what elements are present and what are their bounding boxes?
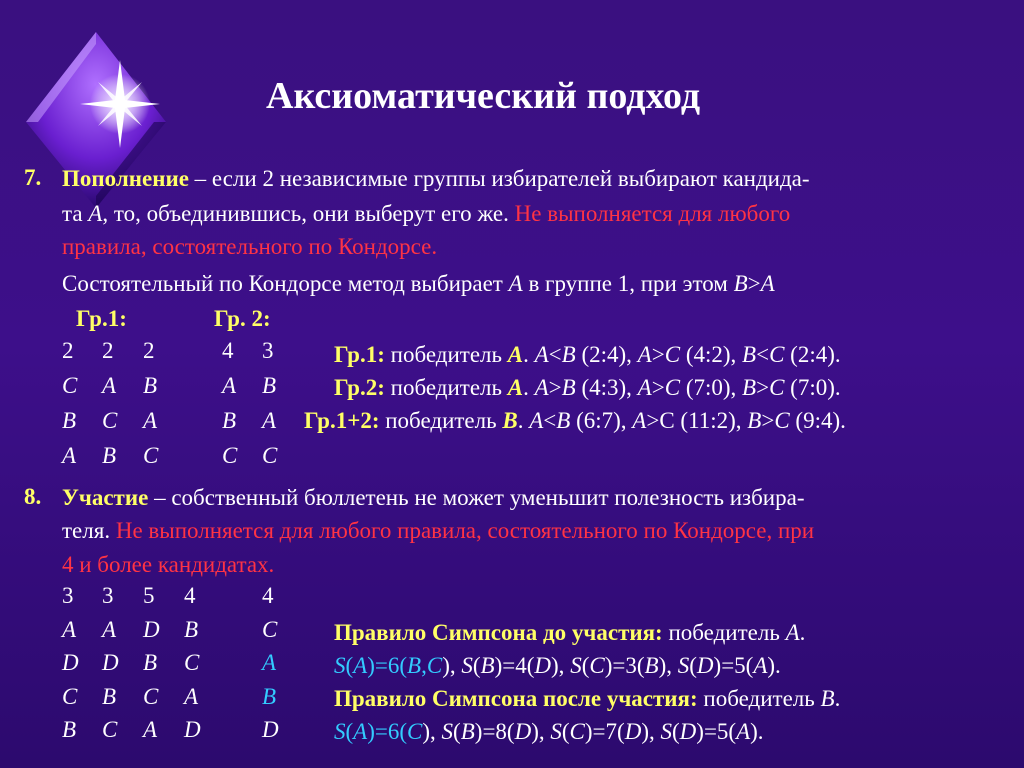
voter-column-cell: B xyxy=(262,683,277,709)
text-run: 4 и более кандидатах. xyxy=(62,552,275,577)
text-run: ). xyxy=(750,719,764,744)
text-run: > xyxy=(756,375,770,400)
profile-cell: A xyxy=(222,373,237,398)
text-run: Правило Симпсона до участия: xyxy=(334,620,663,645)
text-run: A xyxy=(353,719,368,744)
text-run: А xyxy=(507,375,524,400)
text-run: А xyxy=(508,271,523,296)
text-run: ( xyxy=(561,719,570,744)
text-run: (4:3), xyxy=(575,375,638,400)
text-run: (7:0), xyxy=(680,375,743,400)
voter-column-cell: 4 xyxy=(262,583,274,608)
text-run: A xyxy=(632,408,647,433)
text-run: , xyxy=(421,653,427,678)
item7-line-1 xyxy=(62,165,810,192)
text-run: > xyxy=(761,408,775,433)
text-run: (7:0). xyxy=(784,375,841,400)
text-run: . xyxy=(834,686,841,711)
item7-line-3 xyxy=(62,233,437,260)
text-run: Пополнение xyxy=(62,166,189,191)
voter-column-cell: D xyxy=(262,717,279,742)
profile-cell: C xyxy=(262,443,278,468)
text-run: C xyxy=(664,375,681,400)
text-run: ), xyxy=(641,719,661,744)
text-run: B xyxy=(556,408,571,433)
text-run: B xyxy=(561,342,576,367)
profile-cell: B xyxy=(102,443,117,468)
profile-cell: 3 xyxy=(102,583,114,608)
profile-cell: C xyxy=(62,683,78,709)
text-run: Гр.2: xyxy=(334,375,385,400)
text-run: B xyxy=(502,408,518,433)
profile-cell: 4 xyxy=(222,338,234,363)
profile-cell: A xyxy=(102,616,117,642)
text-run: B xyxy=(460,719,475,744)
text-run: ( xyxy=(345,653,354,678)
text-run: C xyxy=(426,653,443,678)
text-run: > xyxy=(548,375,562,400)
profile-cell: 5 xyxy=(143,583,155,608)
text-run: )=6( xyxy=(367,719,408,744)
text-run: S xyxy=(334,719,346,744)
text-run: B xyxy=(742,342,757,367)
text-run: (2:4), xyxy=(575,342,638,367)
text-run: правила, состоятельного по Кондорсе. xyxy=(62,234,438,259)
text-run: теля. xyxy=(62,518,116,543)
text-run: (2:4). xyxy=(784,342,841,367)
text-run: победитель xyxy=(662,620,786,645)
text-run: < xyxy=(543,408,557,433)
text-run: A xyxy=(637,375,652,400)
text-run: )=5( xyxy=(713,653,754,678)
text-run: < xyxy=(548,342,562,367)
text-run: D xyxy=(696,653,714,678)
text-run: в группе 1, при этом xyxy=(522,271,734,296)
text-run: A xyxy=(637,342,652,367)
text-run: . xyxy=(523,375,535,400)
text-run: S xyxy=(660,719,672,744)
text-run: B xyxy=(747,408,762,433)
text-run: ( xyxy=(671,719,680,744)
text-run: (9:4). xyxy=(789,408,846,433)
profile-cell: A xyxy=(62,616,77,642)
text-run: А xyxy=(785,620,800,645)
text-run: B xyxy=(480,653,495,678)
profile-cell: D xyxy=(143,616,160,642)
text-run: ), xyxy=(442,653,462,678)
text-run: S xyxy=(461,653,473,678)
profile-cell: B xyxy=(62,408,77,433)
text-run: победитель xyxy=(697,686,821,711)
text-run: А xyxy=(88,201,103,226)
text-run: Гр.1+2: xyxy=(304,408,380,433)
item7-result-2 xyxy=(334,374,841,401)
item7-line-4 xyxy=(62,270,775,297)
profile-cell: A xyxy=(62,443,77,468)
profile-cell: 2 xyxy=(102,338,114,363)
text-run: . xyxy=(517,408,530,433)
item7-result-1 xyxy=(334,341,841,368)
text-run: ), xyxy=(422,719,442,744)
text-run: )=8( xyxy=(474,719,515,744)
text-run: A xyxy=(753,653,768,678)
profile-cell: B xyxy=(143,373,158,398)
text-run: B xyxy=(644,653,659,678)
text-run: S xyxy=(570,653,582,678)
item7-line-2 xyxy=(62,200,790,227)
text-run: A xyxy=(736,719,751,744)
profile-cell: 3 xyxy=(62,583,74,608)
page-title: Аксиоматический подход xyxy=(266,75,701,117)
profile-cell: C xyxy=(184,650,200,675)
text-run: )=6( xyxy=(367,653,408,678)
profile-cell: C xyxy=(143,683,159,709)
profile-cell: D xyxy=(102,650,119,675)
text-run: C xyxy=(769,342,785,367)
text-run: B xyxy=(407,653,422,678)
text-run: B xyxy=(561,375,576,400)
text-run: > xyxy=(651,342,665,367)
item8-line-3 xyxy=(62,551,274,578)
text-run: Правило Симпсона после участия: xyxy=(334,686,698,711)
text-run: C xyxy=(664,342,681,367)
profile-cell: D xyxy=(62,650,79,675)
profile-cell: A xyxy=(143,408,158,433)
profile-cell: 2 xyxy=(62,338,74,363)
text-run: (6:7), xyxy=(570,408,633,433)
profile-cell: C xyxy=(102,408,118,433)
voter-column-cell: A xyxy=(262,650,277,675)
item8-line-1 xyxy=(62,484,804,511)
text-run: D xyxy=(514,719,532,744)
text-run: B xyxy=(733,271,748,296)
text-run: победитель xyxy=(384,375,508,400)
text-run: )=4( xyxy=(494,653,535,678)
text-run: ), xyxy=(658,653,678,678)
profile-cell: 2 xyxy=(143,338,155,363)
profile-cell: A xyxy=(143,717,158,742)
text-run: )=3( xyxy=(604,653,645,678)
text-run: ( xyxy=(689,653,697,678)
text-run: (4:2), xyxy=(680,342,743,367)
item8-result-4 xyxy=(334,718,764,745)
voter-column-cell: C xyxy=(262,616,278,642)
profile-cell: C xyxy=(143,443,159,468)
text-run: A xyxy=(534,342,549,367)
text-run: ( xyxy=(345,719,354,744)
profile-cell: 3 xyxy=(262,338,274,363)
text-run: >С (11:2), xyxy=(646,408,748,433)
text-run: победитель xyxy=(379,408,503,433)
text-run: Не выполняется для любого правила, состоятельного по Кондорсе, при xyxy=(115,518,815,543)
text-run: . xyxy=(799,620,806,645)
text-run: S xyxy=(677,653,690,678)
text-run: . xyxy=(523,342,535,367)
text-run: A xyxy=(529,408,544,433)
profile-cell: A xyxy=(102,373,117,398)
profile-cell: B xyxy=(143,650,158,675)
text-run: – собственный бюллетень не может уменьшит полезность избира- xyxy=(148,485,805,510)
text-run: < xyxy=(756,342,770,367)
text-run: ( xyxy=(581,653,590,678)
item8-result-1 xyxy=(334,619,805,646)
item8-number: 8. xyxy=(24,484,42,509)
text-run: > xyxy=(651,375,665,400)
item8-result-2 xyxy=(334,652,781,679)
text-run: C xyxy=(589,653,605,678)
text-run: ). xyxy=(767,653,781,678)
text-run: S xyxy=(441,719,454,744)
profile-cell: 4 xyxy=(184,583,196,608)
text-run: ( xyxy=(453,719,461,744)
profile-cell: A xyxy=(184,683,199,709)
text-run: – если 2 независимые группы избирателей выбирают кандида- xyxy=(188,166,810,191)
text-run: )=7( xyxy=(584,719,625,744)
group2-label: Гр. 2: xyxy=(214,306,271,331)
profile-cell: C xyxy=(62,373,78,398)
profile-cell: D xyxy=(184,717,201,742)
text-run: , то, объединившись, они выберут его же. xyxy=(102,201,515,226)
item7-number: 7. xyxy=(24,165,42,190)
text-run: )=5( xyxy=(696,719,737,744)
text-run: Участие xyxy=(62,485,149,510)
profile-cell: B xyxy=(102,683,117,709)
text-run: Гр.1: xyxy=(334,342,385,367)
group1-label: Гр.1: xyxy=(76,306,127,331)
text-run: C xyxy=(569,719,585,744)
text-run: A xyxy=(534,375,549,400)
text-run: ), xyxy=(551,653,571,678)
text-run: S xyxy=(334,653,346,678)
item8-result-3 xyxy=(334,685,840,712)
profile-cell: C xyxy=(222,443,238,468)
text-run: B xyxy=(742,375,757,400)
profile-cell: B xyxy=(222,408,237,433)
text-run: победитель xyxy=(384,342,508,367)
text-run: C xyxy=(774,408,790,433)
profile-cell: B xyxy=(62,717,77,742)
text-run: ( xyxy=(472,653,481,678)
profile-cell: B xyxy=(184,616,199,642)
profile-cell: C xyxy=(102,717,118,742)
item8-line-2 xyxy=(62,517,814,544)
text-run: A xyxy=(760,271,775,296)
text-run: S xyxy=(550,719,562,744)
text-run: D xyxy=(679,719,697,744)
text-run: D xyxy=(624,719,642,744)
text-run: Состоятельный по Кондорсе метод выбирает xyxy=(62,271,509,296)
text-run: > xyxy=(747,271,761,296)
item7-result-3 xyxy=(304,407,846,434)
text-run: A xyxy=(353,653,368,678)
profile-cell: A xyxy=(262,408,277,433)
text-run: D xyxy=(534,653,552,678)
text-run: C xyxy=(407,719,423,744)
profile-cell: B xyxy=(262,373,277,398)
text-run: C xyxy=(769,375,785,400)
text-run: ), xyxy=(531,719,551,744)
text-run: Не выполняется для любого xyxy=(514,201,791,226)
text-run: та xyxy=(62,201,89,226)
text-run: B xyxy=(820,686,835,711)
text-run: А xyxy=(507,342,524,367)
